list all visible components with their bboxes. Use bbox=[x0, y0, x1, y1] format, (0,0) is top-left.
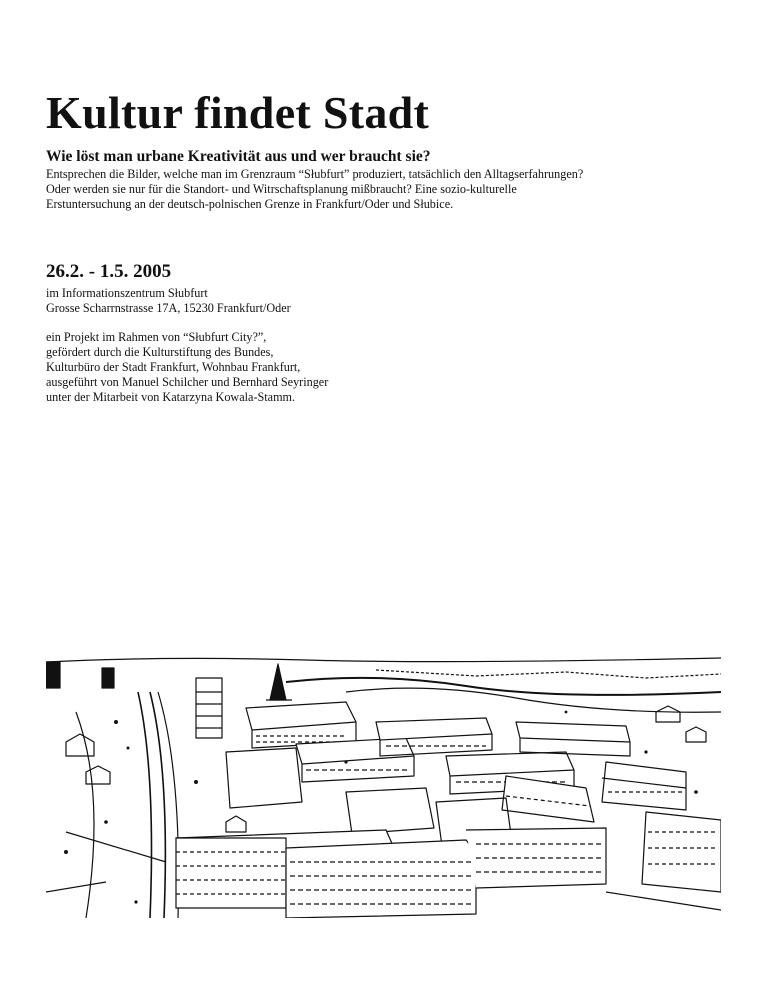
venue-block bbox=[46, 286, 291, 316]
credit-line: ein Projekt im Rahmen von “Słubfurt City?”, bbox=[46, 330, 267, 344]
credit-line: ausgeführt von Manuel Schilcher und Bernhard Seyringer bbox=[46, 375, 329, 389]
date-range: 26.2. - 1.5. 2005 bbox=[46, 261, 172, 282]
page-title: Kultur findet Stadt bbox=[46, 87, 430, 138]
credit-line: gefördert durch die Kulturstiftung des Bundes, bbox=[46, 345, 274, 359]
intro-line: Entsprechen die Bilder, welche man im Grenzraum “Słubfurt” produziert, tatsächlich den Alltagserfahrungen? bbox=[46, 167, 584, 181]
credit-line: Kulturbüro der Stadt Frankfurt, Wohnbau Frankfurt, bbox=[46, 360, 301, 374]
intro-line: Oder werden sie nur für die Standort- und Witrschaftsplanung mißbraucht? Eine sozio-kulturelle bbox=[46, 182, 517, 196]
intro-line: Erstuntersuchung an der deutsch-polnischen Grenze in Frankfurt/Oder und Słubice. bbox=[46, 197, 454, 211]
subtitle: Wie löst man urbane Kreativität aus und wer braucht sie? bbox=[46, 148, 431, 165]
city-panorama-image bbox=[46, 652, 721, 918]
venue-address: Grosse Scharrnstrasse 17A, 15230 Frankfurt/Oder bbox=[46, 301, 291, 315]
credits-block bbox=[46, 330, 328, 405]
intro-paragraph bbox=[46, 167, 726, 212]
credit-line: unter der Mitarbeit von Katarzyna Kowala-Stamm. bbox=[46, 390, 296, 404]
venue-line: im Informationszentrum Słubfurt bbox=[46, 286, 208, 300]
